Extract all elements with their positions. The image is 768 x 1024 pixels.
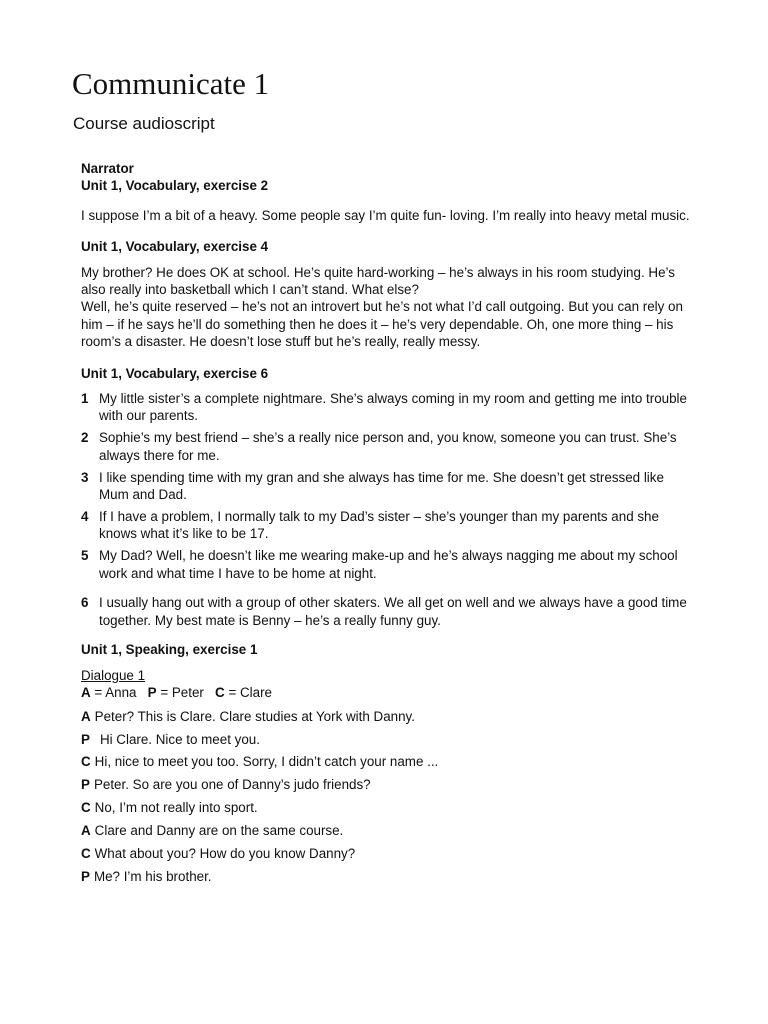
speaker: C (81, 800, 91, 816)
speaker: A (81, 708, 91, 724)
item-text: If I have a problem, I normally talk to my Dad’s sister – she’s younger than my parents and she knows what it’s like to be 17. (99, 509, 659, 542)
line-text: No, I’m not really into sport. (94, 800, 258, 816)
line-text: Peter? This is Clare. Clare studies at York with Danny. (94, 708, 415, 724)
line-text: Me? I’m his brother. (93, 869, 212, 884)
line-text: Clare and Danny are on the same course. (94, 823, 344, 839)
dialogue-line (81, 708, 696, 725)
dialogue-label: Dialogue 1 (81, 667, 146, 683)
item-text: My little sister’s a complete nightmare. She’s always coming in my room and getting me into trouble with our parents. (99, 391, 687, 424)
list-item (81, 594, 696, 629)
list-item (81, 508, 696, 543)
paragraph: My brother? He does OK at school. He’s quite hard-working – he’s always in his room studying. He’s also really into basketball which I can’t stand. What else? (81, 264, 675, 298)
speaker: P (81, 777, 90, 793)
audioscript-body (81, 160, 696, 891)
speaker: P (81, 731, 90, 747)
cast-name: = Anna (94, 685, 137, 701)
dialogue-line (81, 868, 696, 885)
item-text: Sophie’s my best friend – she’s a really nice person and, you know, someone you can trust. She’s always there for me. (99, 430, 677, 463)
speaker: A (81, 823, 91, 839)
cast-name: = Peter (160, 685, 204, 701)
line-text: Peter. So are you one of Danny’s judo friends? (93, 777, 371, 793)
line-text: Hi, nice to meet you too. Sorry, I didn’t catch your name ... (94, 754, 439, 770)
item-number: 6 (81, 595, 89, 611)
dialogue-line (81, 822, 696, 839)
paragraph: I suppose I’m a bit of a heavy. Some people say I’m quite fun- loving. I’m really into heavy metal music. (81, 207, 690, 223)
cast-key: P (147, 685, 157, 701)
item-text: I usually hang out with a group of other skaters. We all get on well and we always have a good time together. My best mate is Benny – he’s a really funny guy. (99, 595, 687, 628)
list-item (81, 547, 696, 582)
dialogue-line (81, 799, 696, 816)
section-heading: Unit 1, Vocabulary, exercise 2 (81, 178, 269, 194)
paragraph: Well, he’s quite reserved – he’s not an introvert but he’s not what I’d call outgoing. But you can rely on him – if he says he’ll do something then he does it – he’s very dependable. Oh, one more thing – his room’s a disaster. He doesn’t lose stuff but he’s really, really messy. (81, 299, 683, 350)
list-item (81, 390, 696, 425)
narrator-label: Narrator (81, 161, 134, 176)
page-subtitle: Course audioscript (73, 114, 215, 133)
item-number: 1 (81, 391, 89, 407)
line-text: Hi Clare. Nice to meet you. (99, 731, 260, 747)
item-text: My Dad? Well, he doesn’t like me wearing make-up and he’s always nagging me about my school work and what time I have to be home at night. (99, 548, 678, 581)
list-item (81, 429, 696, 464)
section-heading: Unit 1, Speaking, exercise 1 (81, 642, 258, 658)
section-heading: Unit 1, Vocabulary, exercise 4 (81, 239, 269, 255)
speaker: C (81, 754, 91, 770)
item-number: 3 (81, 469, 89, 485)
cast-key: A (81, 685, 91, 701)
line-text: What about you? How do you know Danny? (94, 846, 356, 862)
speaker: P (81, 869, 90, 884)
dialogue-line (81, 776, 696, 793)
cast-list (81, 684, 696, 701)
dialogue-line (81, 845, 696, 862)
cast-name: = Clare (228, 685, 272, 701)
item-text: I like spending time with my gran and she always has time for me. She doesn’t get stressed like Mum and Dad. (99, 469, 664, 503)
dialogue-line (81, 753, 696, 770)
numbered-list (81, 390, 696, 629)
item-number: 5 (81, 548, 89, 564)
list-item (81, 469, 696, 504)
page-title: Communicate 1 (72, 66, 270, 101)
item-number: 2 (81, 430, 89, 446)
section-heading: Unit 1, Vocabulary, exercise 6 (81, 365, 269, 381)
speaker: C (81, 846, 91, 862)
item-number: 4 (81, 509, 89, 524)
dialogue-line (81, 731, 696, 748)
cast-key: C (215, 685, 225, 701)
